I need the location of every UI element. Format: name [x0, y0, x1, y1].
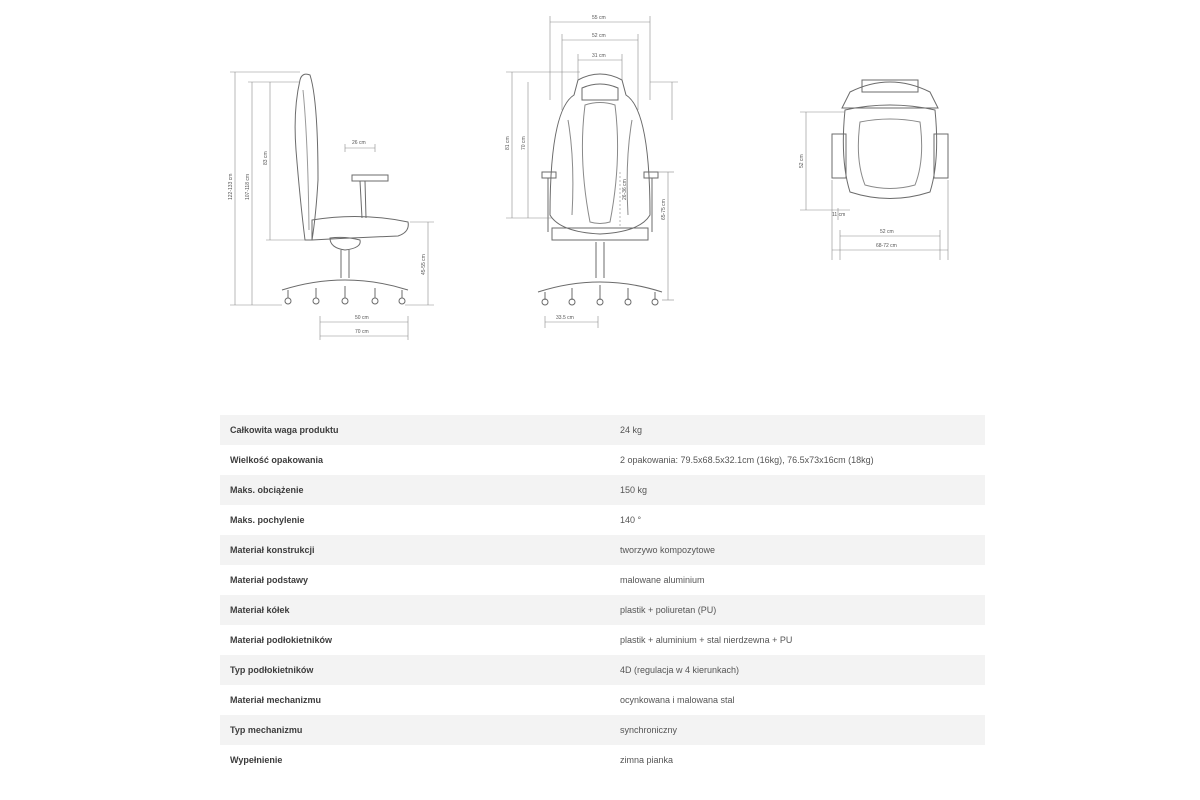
- spec-row: [220, 535, 985, 565]
- spec-row: [220, 715, 985, 745]
- spec-value: malowane aluminium: [610, 565, 985, 595]
- spec-label: Typ podłokietników: [220, 655, 610, 685]
- spec-value: 4D (regulacja w 4 kierunkach): [610, 655, 985, 685]
- front-view-drawing: [538, 74, 662, 305]
- spec-label: Maks. obciążenie: [220, 475, 610, 505]
- dim-base-depth: 70 cm: [355, 329, 369, 335]
- dim-backrest-height: 83 cm: [263, 151, 269, 165]
- dim-seat-depth: 50 cm: [355, 315, 369, 321]
- spec-label: Materiał mechanizmu: [220, 685, 610, 715]
- spec-row: [220, 685, 985, 715]
- spec-value: plastik + aluminium + stal nierdzewna + PU: [610, 625, 985, 655]
- spec-row: [220, 655, 985, 685]
- dim-total-height: 122-133 cm: [228, 173, 234, 200]
- spec-row: [220, 415, 985, 445]
- spec-value: ocynkowana i malowana stal: [610, 685, 985, 715]
- spec-row: [220, 445, 985, 475]
- top-view-dimension-lines: [800, 112, 948, 260]
- spec-label: Materiał podłokietników: [220, 625, 610, 655]
- spec-label: Materiał konstrukcji: [220, 535, 610, 565]
- spec-label: Materiał kółek: [220, 595, 610, 625]
- dim-seat-height: 45-55 cm: [421, 254, 427, 275]
- spec-label: Maks. pochylenie: [220, 505, 610, 535]
- spec-row: [220, 565, 985, 595]
- dim-armrest-floor: 65-75 cm: [661, 199, 667, 220]
- spec-value: plastik + poliuretan (PU): [610, 595, 985, 625]
- dim-top-width: 55 cm: [592, 15, 606, 21]
- side-view-dimension-lines: [230, 72, 434, 340]
- spec-value: synchroniczny: [610, 715, 985, 745]
- spec-row: [220, 745, 985, 775]
- spec-value: zimna pianka: [610, 745, 985, 775]
- dim-armrest-height: 26-36 cm: [622, 179, 628, 200]
- dim-back-height-a: 81 cm: [505, 136, 511, 150]
- dim-back-height-b: 70 cm: [521, 136, 527, 150]
- spec-value: 140 °: [610, 505, 985, 535]
- spec-row: [220, 625, 985, 655]
- spec-label: Wypełnienie: [220, 745, 610, 775]
- dim-top-seat-width: 52 cm: [880, 229, 894, 235]
- dim-height-alt: 107-118 cm: [245, 173, 251, 200]
- dim-top-total-width: 68-72 cm: [876, 243, 897, 249]
- spec-row: [220, 505, 985, 535]
- spec-row: [220, 475, 985, 505]
- dim-shoulder-width: 52 cm: [592, 33, 606, 39]
- specifications-table-body: [220, 415, 985, 775]
- top-view-drawing: [832, 80, 948, 199]
- spec-value: tworzywo kompozytowe: [610, 535, 985, 565]
- side-view-drawing: [282, 74, 408, 304]
- spec-value: 24 kg: [610, 415, 985, 445]
- spec-value: 150 kg: [610, 475, 985, 505]
- dim-head-width: 31 cm: [592, 53, 606, 59]
- spec-label: Typ mechanizmu: [220, 715, 610, 745]
- spec-label: Wielkość opakowania: [220, 445, 610, 475]
- spec-row: [220, 595, 985, 625]
- specifications-table: [220, 415, 985, 775]
- dim-armrest-width: 26 cm: [352, 140, 366, 146]
- spec-value: 2 opakowania: 79.5x68.5x32.1cm (16kg), 76.5x73x16cm (18kg): [610, 445, 985, 475]
- spec-label: Materiał podstawy: [220, 565, 610, 595]
- dim-top-arm-depth: 11 cm: [832, 212, 846, 218]
- spec-label: Całkowita waga produktu: [220, 415, 610, 445]
- chair-dimension-drawings: [0, 0, 1200, 390]
- dim-top-depth: 52 cm: [799, 154, 805, 168]
- dim-base-half: 33.5 cm: [556, 315, 574, 321]
